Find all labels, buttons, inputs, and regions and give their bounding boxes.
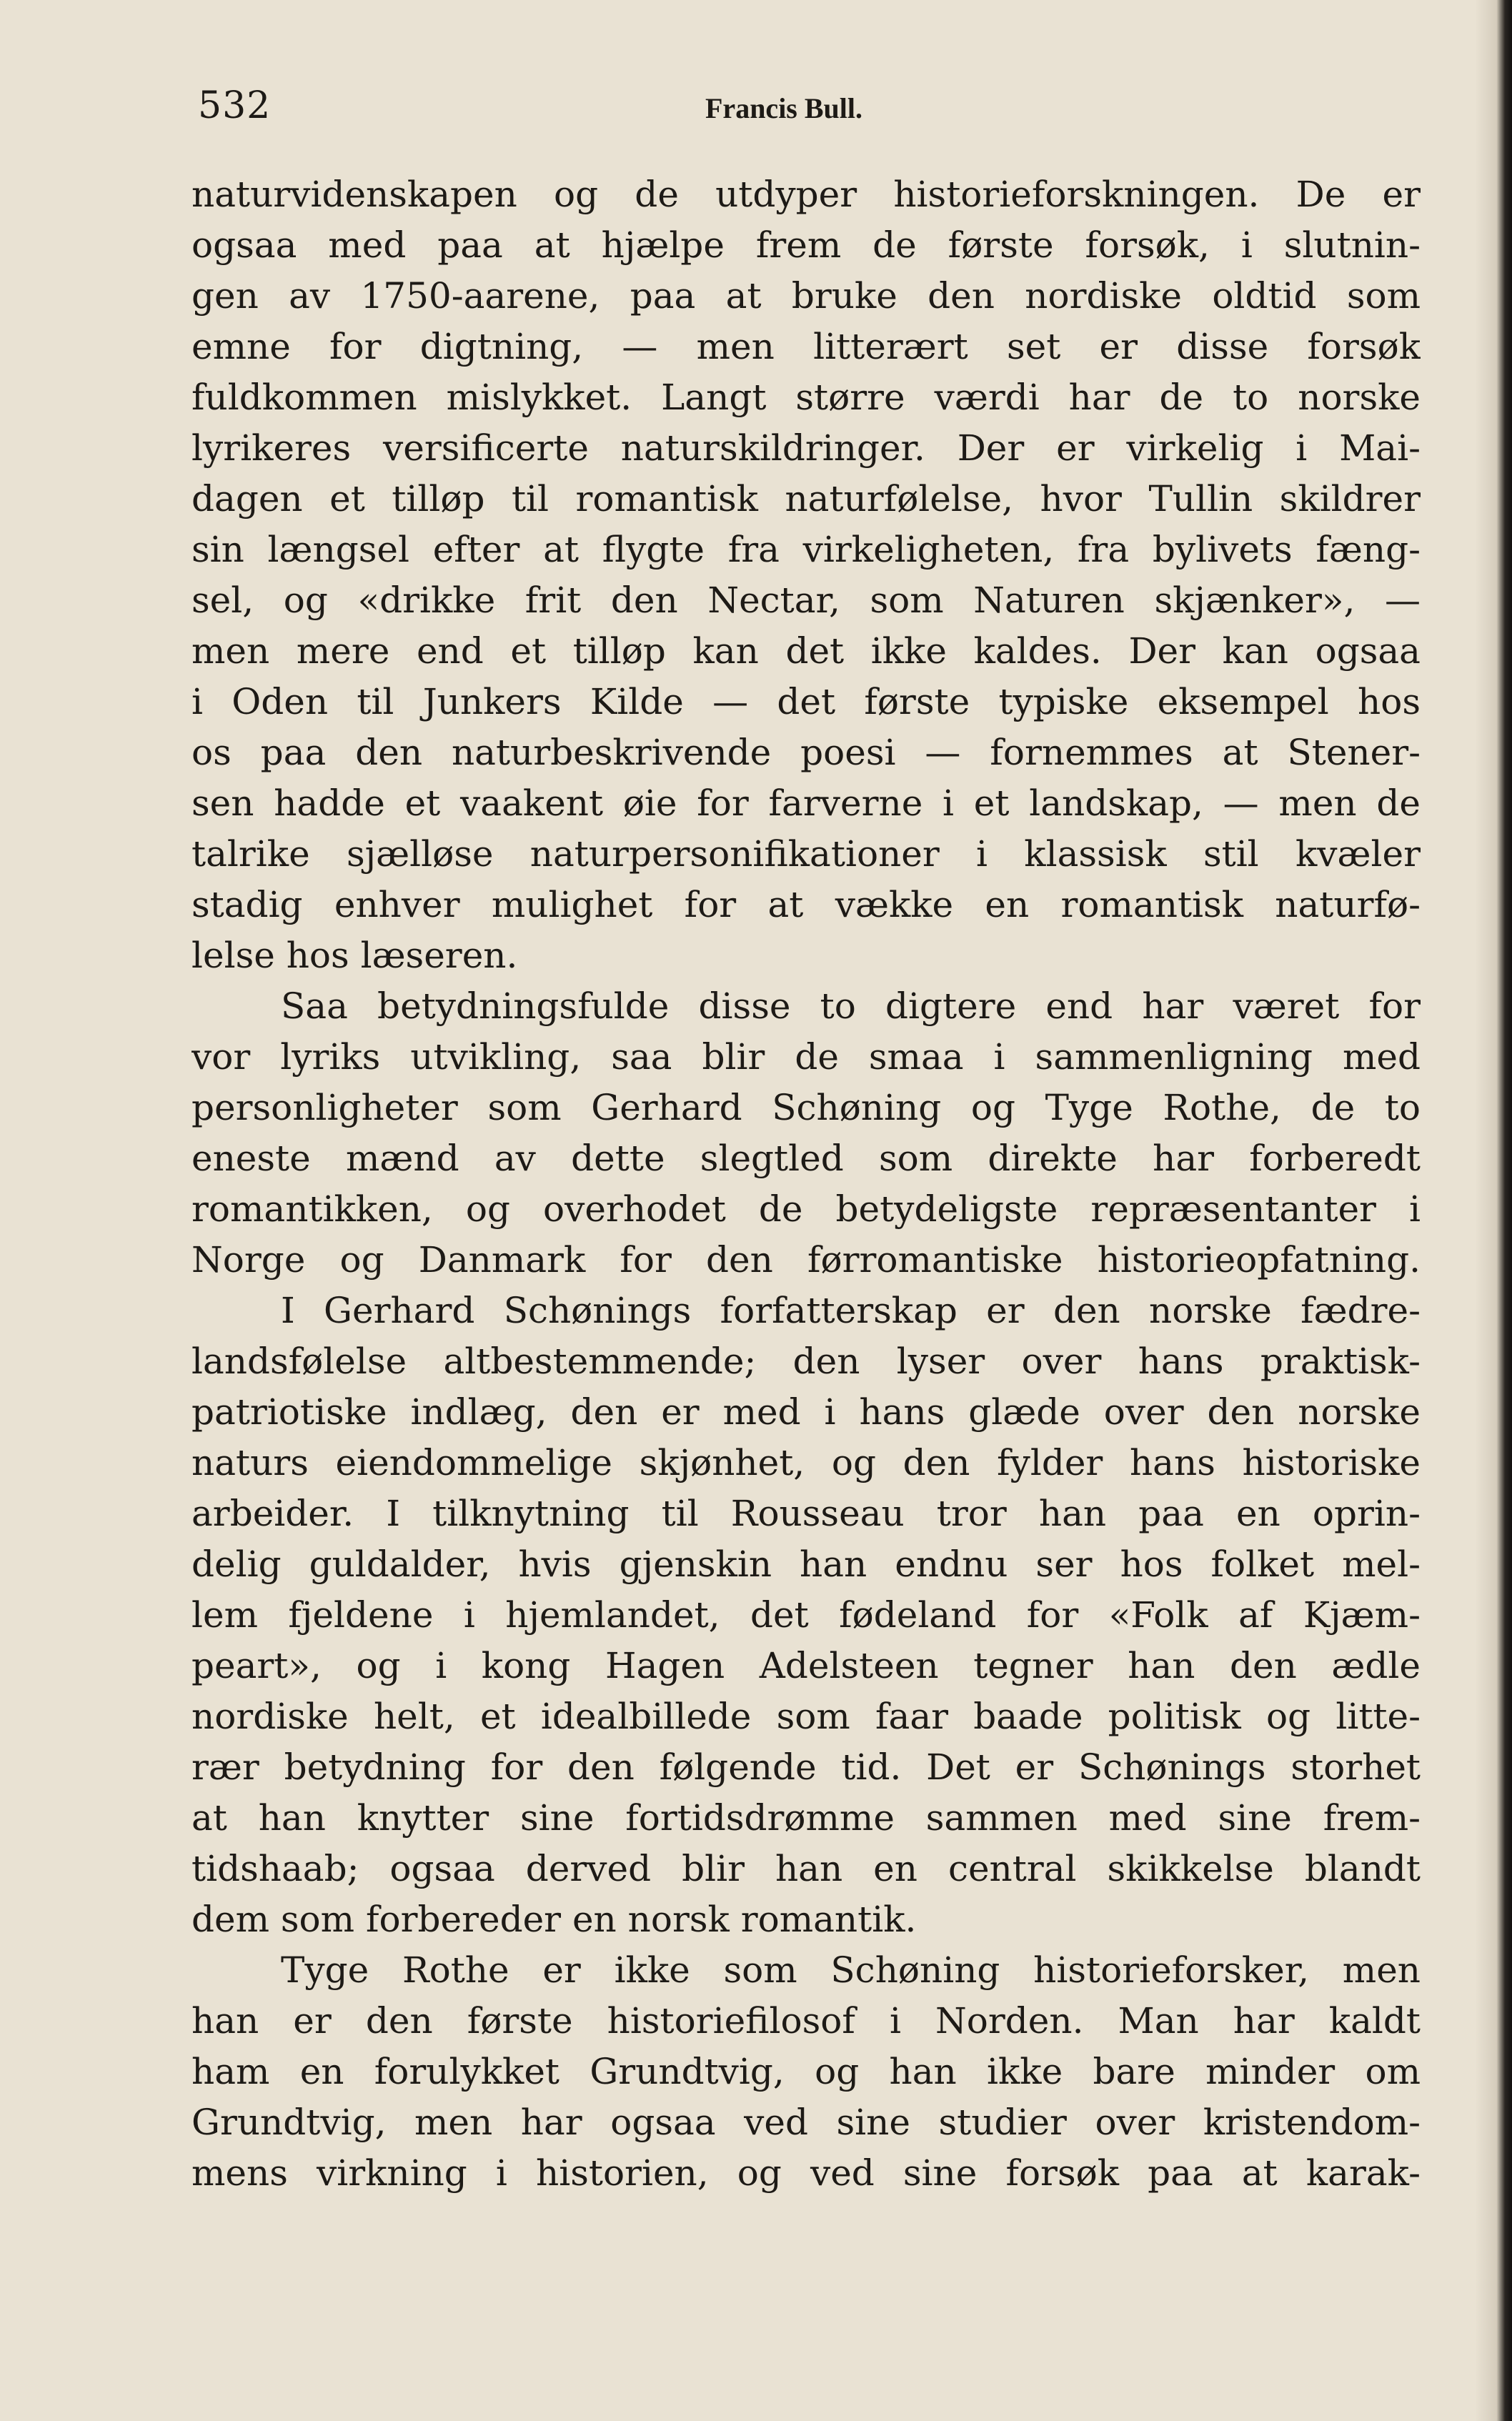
text-line: nordiske helt, et idealbillede som faar baade politisk og litte- [192,1696,1421,1737]
text-line: sin længsel efter at flygte fra virkeligheten, fra bylivets fæng- [192,529,1421,570]
text-line: lyrikeres versificerte naturskildringer. Der er virkelig i Mai- [192,427,1421,469]
text-line: mens virkning i historien, og ved sine forsøk paa at karak- [192,2152,1421,2194]
text-line: eneste mænd av dette slegtled som direkte har forberedt [192,1138,1421,1179]
text-line: peart», og i kong Hagen Adelsteen tegner han den ædle [192,1645,1421,1686]
page-gutter-shadow [1475,0,1496,2421]
text-line: naturs eiendommelige skjønhet, og den fylder hans historiske [192,1442,1421,1483]
text-line: dagen et tilløp til romantisk naturfølelse, hvor Tullin skildrer [192,478,1421,520]
text-line: naturvidenskapen og de utdyper historieforskningen. De er [192,174,1421,215]
page-edge [1496,0,1512,2421]
text-line: ogsaa med paa at hjælpe frem de første forsøk, i slutnin- [192,224,1421,266]
text-line: ham en forulykket Grundtvig, og han ikke bare minder om [192,2051,1421,2092]
body-text [192,169,1421,2199]
text-line: men mere end et tilløp kan det ikke kaldes. Der kan ogsaa [192,630,1421,672]
text-line: personligheter som Gerhard Schøning og Tyge Rothe, de to [192,1087,1421,1128]
running-head: Francis Bull. [705,92,863,124]
text-line: emne for digtning, — men litterært set er disse forsøk [192,326,1421,367]
text-line: Tyge Rothe er ikke som Schøning historieforsker, men [281,1949,1421,1991]
text-line: os paa den naturbeskrivende poesi — fornemmes at Stener- [192,732,1421,773]
text-line: delig guldalder, hvis gjenskin han endnu ser hos folket mel- [192,1543,1421,1585]
text-line: talrike sjælløse naturpersonifikationer i klassisk stil kvæler [192,833,1421,875]
text-line: lelse hos læseren. [192,935,518,976]
text-line: han er den første historiefilosof i Norden. Man har kaldt [192,2000,1421,2042]
text-line: dem som forbereder en norsk romantik. [192,1899,917,1940]
text-line: Grundtvig, men har ogsaa ved sine studier over kristendom- [192,2102,1421,2143]
text-line: at han knytter sine fortidsdrømme sammen med sine frem- [192,1797,1421,1839]
text-line: rær betydning for den følgende tid. Det er Schønings storhet [192,1746,1421,1788]
text-line: romantikken, og overhodet de betydeligste repræsentanter i [192,1188,1421,1230]
text-line: stadig enhver mulighet for at vække en romantisk naturfø- [192,884,1421,925]
page-number: 532 [198,84,272,127]
text-line: arbeider. I tilknytning til Rousseau tror han paa en oprin- [192,1493,1421,1534]
text-line: tidshaab; ogsaa derved blir han en central skikkelse blandt [192,1848,1421,1889]
page-header [198,84,1420,141]
text-line: i Oden til Junkers Kilde — det første typiske eksempel hos [192,681,1421,722]
text-line: gen av 1750-aarene, paa at bruke den nordiske oldtid som [192,275,1421,317]
text-line: sel, og «drikke frit den Nectar, som Naturen skjænker», — [192,580,1421,621]
text-line: I Gerhard Schønings forfatterskap er den norske fædre- [281,1290,1421,1331]
text-line: landsfølelse altbestemmende; den lyser over hans praktisk- [192,1341,1421,1382]
text-line: sen hadde et vaakent øie for farverne i et landskap, — men de [192,782,1421,824]
text-line: lem fjeldene i hjemlandet, det fødeland for «Folk af Kjæm- [192,1594,1421,1636]
text-line: patriotiske indlæg, den er med i hans glæde over den norske [192,1391,1421,1433]
text-line: Saa betydningsfulde disse to digtere end har været for [281,985,1421,1027]
text-line: Norge og Danmark for den førromantiske historieopfatning. [192,1239,1421,1281]
text-line: fuldkommen mislykket. Langt større værdi har de to norske [192,377,1421,418]
text-line: vor lyriks utvikling, saa blir de smaa i sammenligning med [192,1036,1421,1078]
